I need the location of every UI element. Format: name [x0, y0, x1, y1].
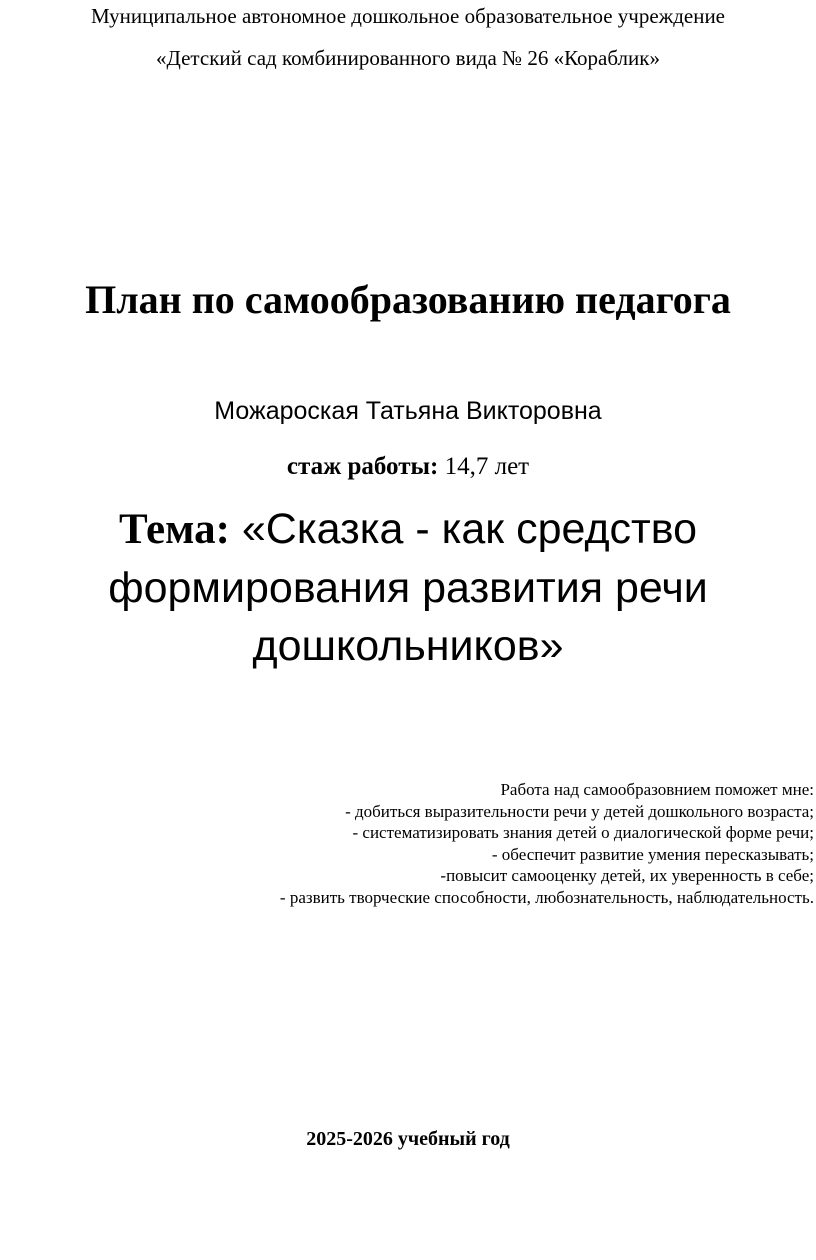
goal-item: -повысит самооценку детей, их уверенность в себе;	[440, 866, 814, 885]
topic-line-1	[0, 500, 816, 559]
goal-item: - обеспечит развитие умения пересказывать;	[491, 844, 814, 864]
goals-intro: Работа над самообразовнием поможет мне:	[500, 780, 814, 799]
goal-item: - добиться выразительности речи у детей дошкольного возраста;	[345, 801, 814, 821]
topic-block	[0, 500, 816, 675]
work-experience-value: 14,7 лет	[444, 453, 530, 480]
topic-text-line-2: формирования развития речи	[108, 564, 708, 612]
goals-block	[114, 779, 814, 908]
goal-item: - систематизировать знания детей о диалогической форме речи;	[352, 823, 814, 842]
work-experience	[0, 452, 816, 482]
organization-name-line-1: Муниципальное автономное дошкольное образовательное учреждение	[90, 4, 726, 28]
topic-text-line-1: «Сказка - как средство	[241, 505, 698, 553]
topic-label: Тема:	[118, 506, 230, 553]
work-experience-label: стаж работы:	[286, 453, 439, 480]
author-name: Можароская Татьяна Викторовна	[214, 397, 602, 425]
organization-name-line-2: «Детский сад комбинированного вида № 26 «Кораблик»	[156, 46, 660, 70]
goal-item: - развить творческие способности, любознательность, наблюдательность.	[279, 887, 814, 907]
topic-text-line-3: дошкольников»	[252, 622, 564, 670]
school-year: 2025-2026 учебный год	[306, 1128, 510, 1150]
page-title: План по самообразованию педагога	[85, 277, 731, 322]
